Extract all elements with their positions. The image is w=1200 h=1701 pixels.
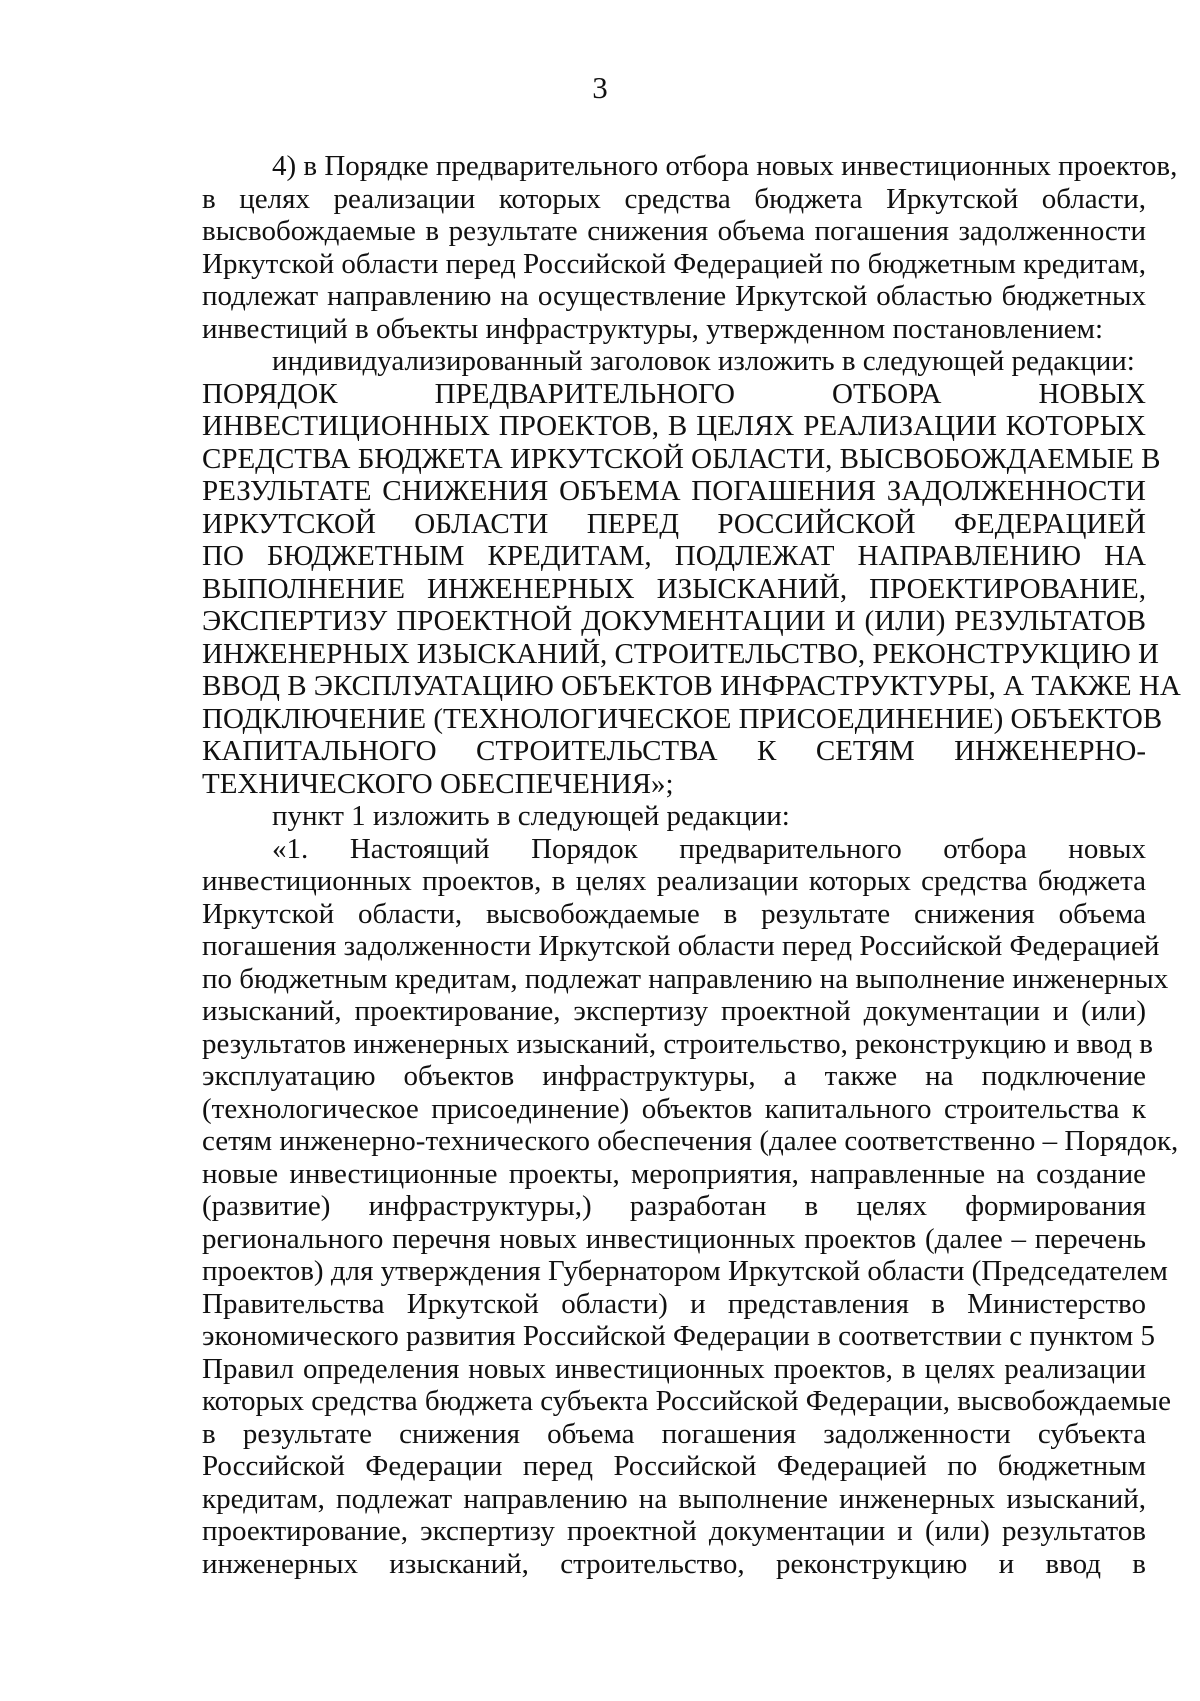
- text-line: погашения задолженности Иркутской области перед Российской Федерацией: [202, 930, 1160, 962]
- text-line: по бюджетным кредитам, подлежат направлению на выполнение инженерных: [202, 962, 1169, 995]
- text-line: ПО БЮДЖЕТНЫМ КРЕДИТАМ, ПОДЛЕЖАТ НАПРАВЛЕНИЮ НА: [202, 540, 1146, 572]
- text-line: ВЫПОЛНЕНИЕ ИНЖЕНЕРНЫХ ИЗЫСКАНИЙ, ПРОЕКТИРОВАНИЕ,: [202, 572, 1146, 605]
- text-line: в целях реализации которых средства бюджета Иркутской области,: [202, 182, 1146, 215]
- text-line: изысканий, проектирование, экспертизу проектной документации и (или): [202, 995, 1146, 1027]
- text-line: подлежат направлению на осуществление Иркутской областью бюджетных: [202, 280, 1146, 312]
- text-line: ИНЖЕНЕРНЫХ ИЗЫСКАНИЙ, СТРОИТЕЛЬСТВО, РЕКОНСТРУКЦИЮ И: [202, 637, 1159, 670]
- text-line: «1. Настоящий Порядок предварительного отбора новых: [272, 832, 1146, 865]
- text-line: в результате снижения объема погашения задолженности субъекта: [202, 1417, 1146, 1450]
- text-line: КАПИТАЛЬНОГО СТРОИТЕЛЬСТВА К СЕТЯМ ИНЖЕНЕРНО-: [202, 735, 1146, 767]
- text-line: кредитам, подлежат направлению на выполнение инженерных изысканий,: [202, 1482, 1146, 1515]
- text-line: экономического развития Российской Федерации в соответствии с пунктом 5: [202, 1320, 1155, 1352]
- page-number: 3: [592, 70, 608, 105]
- text-line: ИРКУТСКОЙ ОБЛАСТИ ПЕРЕД РОССИЙСКОЙ ФЕДЕРАЦИЕЙ: [202, 507, 1146, 540]
- text-line: ПОДКЛЮЧЕНИЕ (ТЕХНОЛОГИЧЕСКОЕ ПРИСОЕДИНЕНИЕ) ОБЪЕКТОВ: [202, 702, 1163, 735]
- text-line: эксплуатацию объектов инфраструктуры, а также на подключение: [202, 1060, 1146, 1092]
- text-line: СРЕДСТВА БЮДЖЕТА ИРКУТСКОЙ ОБЛАСТИ, ВЫСВОБОЖДАЕМЫЕ В: [202, 442, 1161, 475]
- text-line: проектов) для утверждения Губернатором Иркутской области (Председателем: [202, 1255, 1168, 1287]
- text-line: Иркутской области, высвобождаемые в результате снижения объема: [202, 897, 1146, 930]
- text-line: пункт 1 изложить в следующей редакции:: [272, 800, 790, 832]
- text-line: (развитие) инфраструктуры,) разработан в целях формирования: [202, 1190, 1146, 1222]
- document-body: [202, 150, 1181, 1580]
- text-line: индивидуализированный заголовок изложить в следующей редакции:: [272, 345, 1135, 377]
- text-line: (технологическое присоединение) объектов капитального строительства к: [202, 1092, 1146, 1125]
- text-line: проектирование, экспертизу проектной документации и (или) результатов: [202, 1515, 1146, 1547]
- text-line: ЭКСПЕРТИЗУ ПРОЕКТНОЙ ДОКУМЕНТАЦИИ И (ИЛИ) РЕЗУЛЬТАТОВ: [202, 605, 1146, 637]
- text-line: регионального перечня новых инвестиционных проектов (далее – перечень: [202, 1222, 1146, 1255]
- text-line: инвестиционных проектов, в целях реализации которых средства бюджета: [202, 865, 1146, 897]
- text-line: Иркутской области перед Российской Федерацией по бюджетным кредитам,: [202, 247, 1146, 280]
- text-line: результатов инженерных изысканий, строительство, реконструкцию и ввод в: [202, 1027, 1153, 1060]
- text-line: инвестиций в объекты инфраструктуры, утвержденном постановлением:: [202, 312, 1104, 345]
- text-line: ИНВЕСТИЦИОННЫХ ПРОЕКТОВ, В ЦЕЛЯХ РЕАЛИЗАЦИИ КОТОРЫХ: [202, 410, 1146, 442]
- text-line: ПОРЯДОК ПРЕДВАРИТЕЛЬНОГО ОТБОРА НОВЫХ: [202, 377, 1146, 410]
- text-line: ВВОД В ЭКСПЛУАТАЦИЮ ОБЪЕКТОВ ИНФРАСТРУКТУРЫ, А ТАКЖЕ НА: [202, 670, 1181, 702]
- text-line: Правительства Иркутской области) и представления в Министерство: [202, 1287, 1146, 1320]
- text-line: сетям инженерно-технического обеспечения (далее соответственно – Порядок,: [202, 1125, 1179, 1157]
- text-line: которых средства бюджета субъекта Российской Федерации, высвобождаемые: [202, 1385, 1172, 1417]
- text-line: инженерных изысканий, строительство, реконструкцию и ввод в: [202, 1547, 1146, 1580]
- text-line: Российской Федерации перед Российской Федерацией по бюджетным: [202, 1450, 1146, 1482]
- text-line: 4) в Порядке предварительного отбора новых инвестиционных проектов,: [272, 150, 1178, 182]
- text-line: новые инвестиционные проекты, мероприятия, направленные на создание: [202, 1157, 1146, 1190]
- text-line: высвобождаемые в результате снижения объема погашения задолженности: [202, 215, 1146, 247]
- text-line: РЕЗУЛЬТАТЕ СНИЖЕНИЯ ОБЪЕМА ПОГАШЕНИЯ ЗАДОЛЖЕННОСТИ: [202, 475, 1146, 507]
- text-line: ТЕХНИЧЕСКОГО ОБЕСПЕЧЕНИЯ»;: [202, 767, 674, 800]
- text-line: Правил определения новых инвестиционных проектов, в целях реализации: [202, 1352, 1146, 1385]
